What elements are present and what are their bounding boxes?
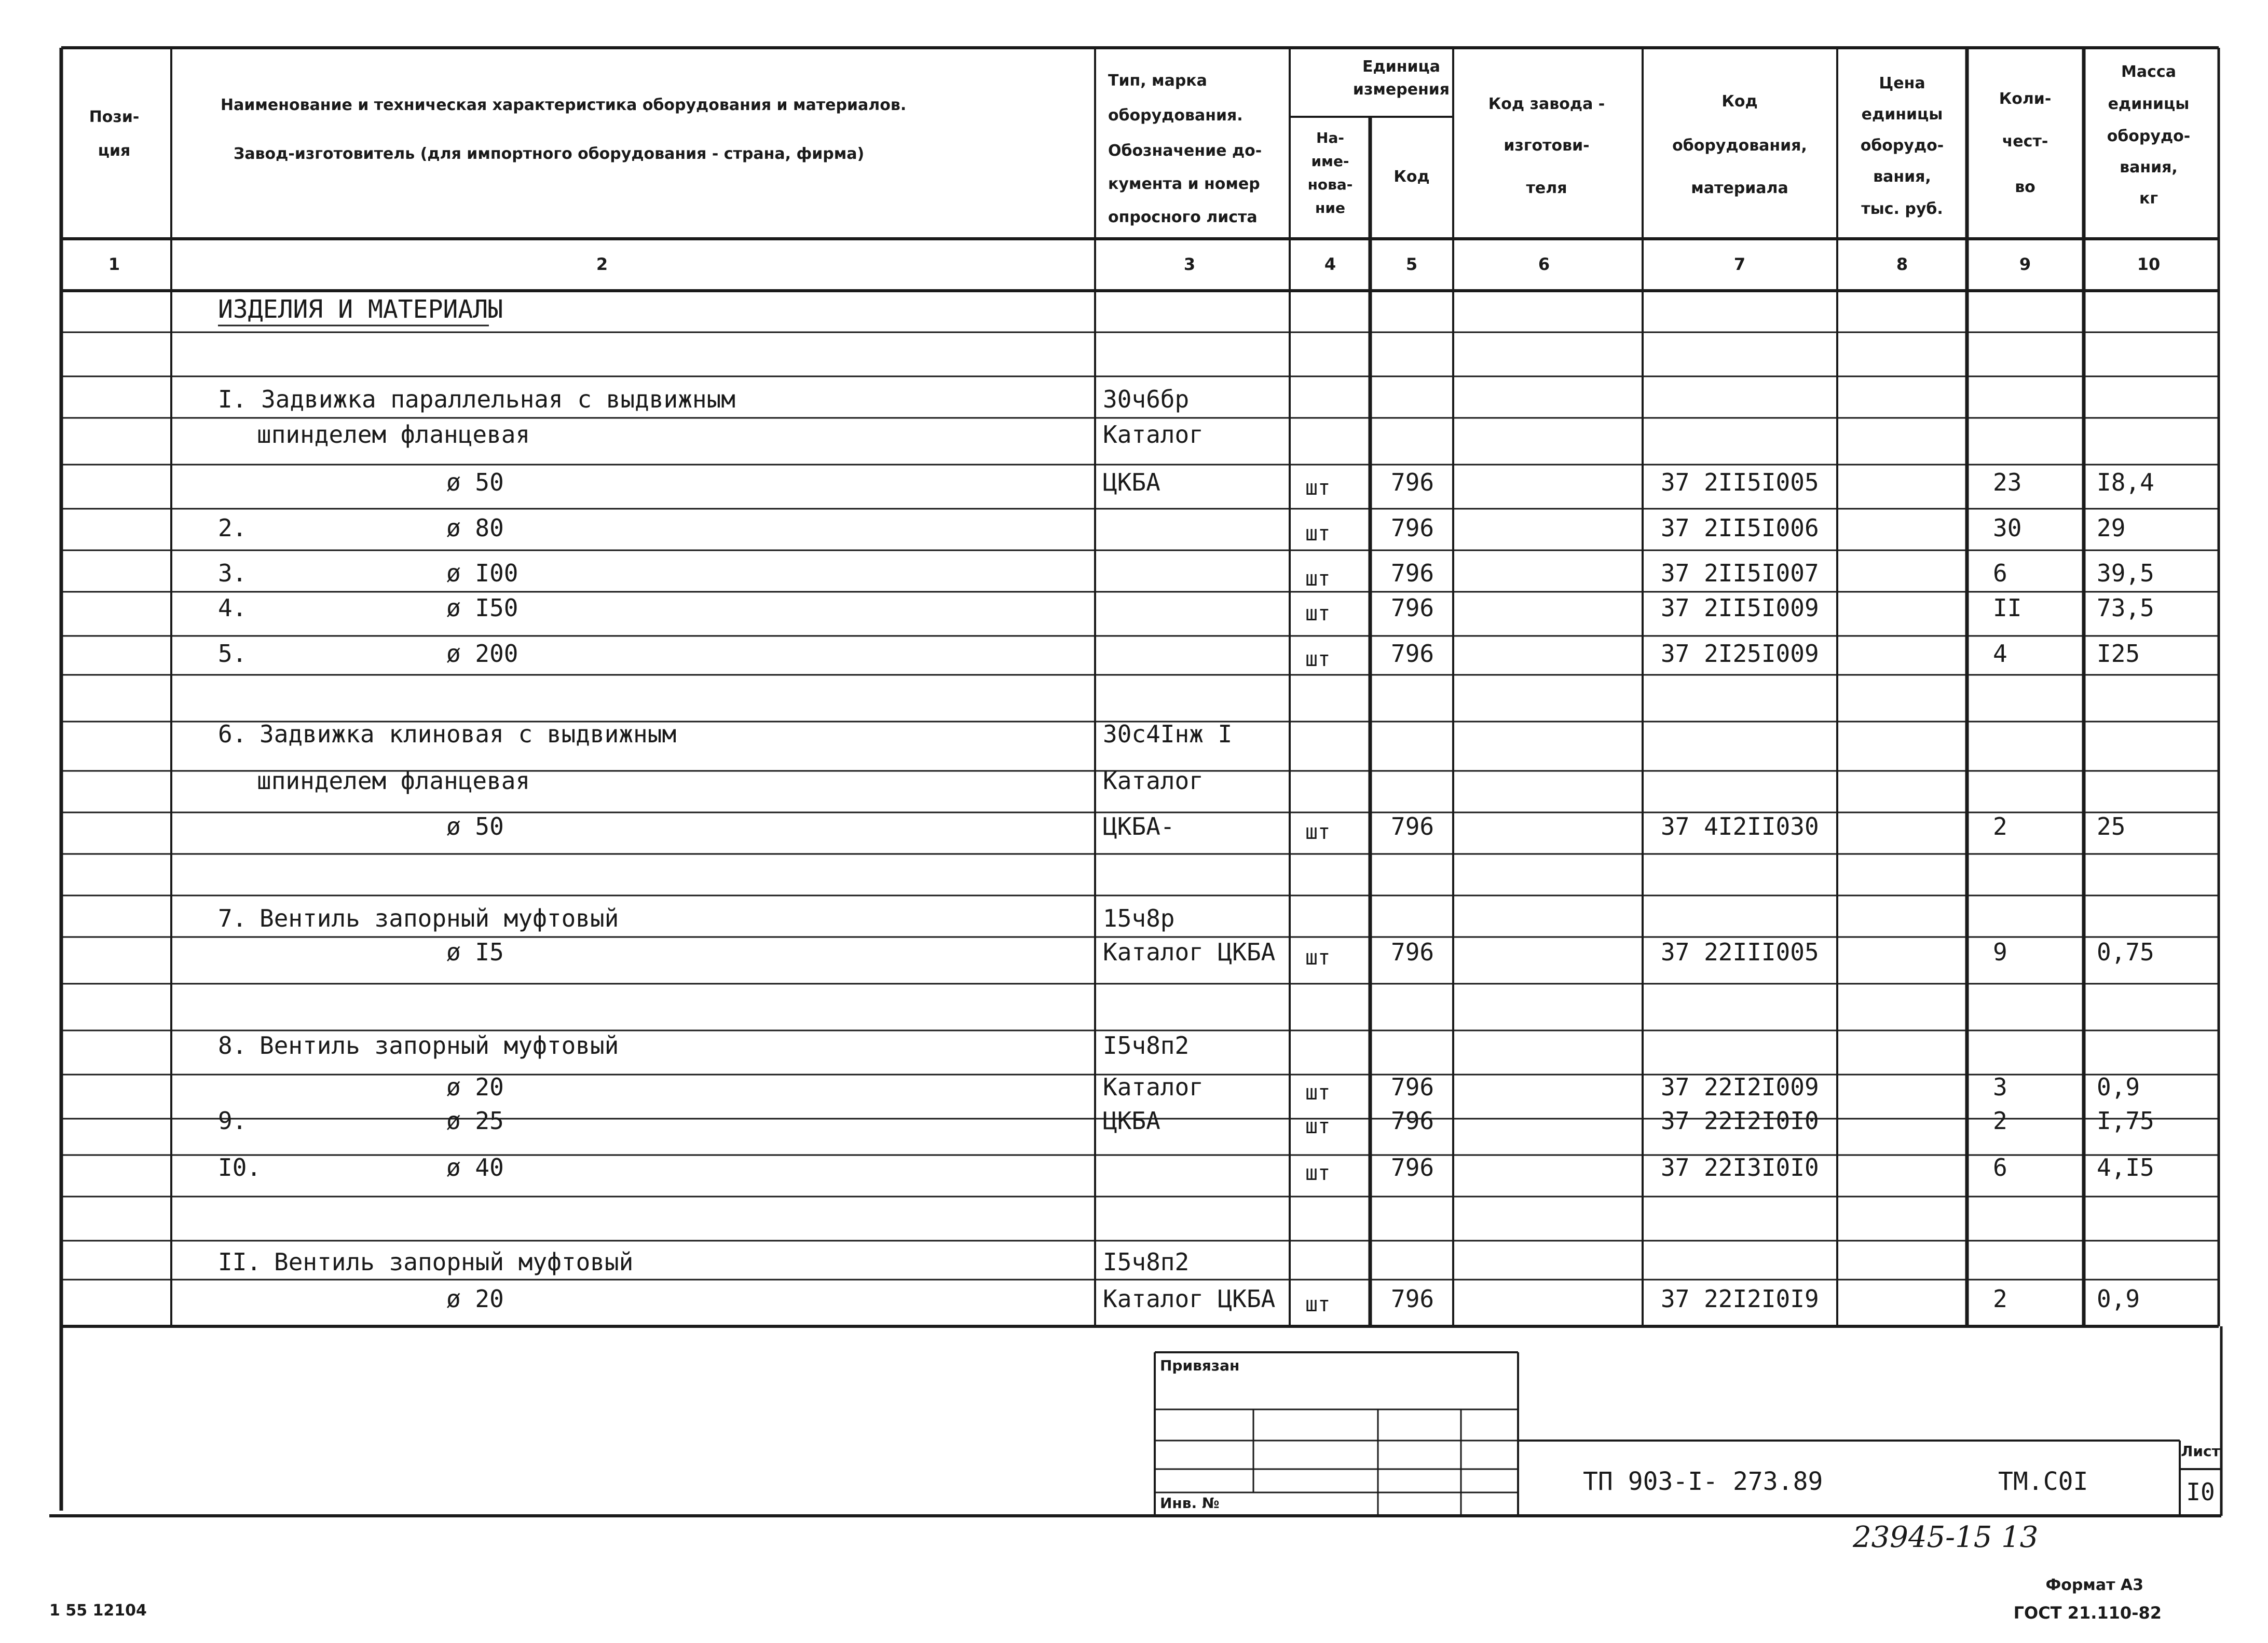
header-col9-l1: Коли-	[1999, 90, 2052, 108]
col-number: 7	[1733, 254, 1746, 274]
row-quantity: 2	[1993, 1285, 2007, 1313]
header-col3-l1: Тип, марка	[1108, 72, 1207, 90]
row-type: 15ч8р	[1103, 904, 1175, 932]
row-unit: шт	[1305, 522, 1331, 546]
document-code: ТМ.С0I	[1998, 1467, 2088, 1496]
table-row	[446, 1285, 2140, 1316]
table-row	[218, 1031, 1189, 1060]
col-number: 10	[2137, 254, 2161, 274]
header-col10-l5: кг	[2139, 189, 2158, 208]
header-col5: Код	[1393, 168, 1430, 186]
row-position: 5.	[218, 640, 247, 668]
row-quantity: 3	[1993, 1073, 2007, 1101]
row-equipment-code: 37 22I3I0I0	[1661, 1153, 1819, 1182]
row-name: ø 50	[446, 468, 504, 496]
row-equipment-code: 37 2I25I009	[1661, 640, 1819, 668]
row-mass: 73,5	[2097, 594, 2154, 622]
row-equipment-code: 37 22I2I0I0	[1661, 1107, 1819, 1135]
table-row	[446, 812, 2125, 844]
row-unit: шт	[1305, 476, 1331, 500]
row-unit: шт	[1305, 1293, 1331, 1316]
row-position: 6.	[218, 720, 247, 748]
row-name: шпинделем фланцевая	[257, 767, 530, 795]
header-col4-l4: ние	[1315, 199, 1345, 216]
row-type: Каталог ЦКБА	[1103, 938, 1276, 966]
row-name: ø 200	[446, 640, 518, 668]
section-title: ИЗДЕЛИЯ И МАТЕРИАЛЫ	[218, 295, 503, 324]
header-col45-group-l1: Единица	[1362, 58, 1440, 76]
header-col10-l4: вания,	[2120, 158, 2178, 176]
table-row	[446, 938, 2154, 970]
row-type: Каталог	[1103, 420, 1204, 449]
row-position: 3.	[218, 559, 247, 587]
header-col8-l5: тыс. руб.	[1861, 200, 1943, 218]
row-mass: 29	[2097, 514, 2126, 542]
row-position: 9.	[218, 1107, 247, 1135]
row-equipment-code: 37 22III005	[1661, 938, 1819, 966]
row-name: ø 80	[446, 514, 504, 542]
row-unit: шт	[1305, 946, 1331, 970]
table-row	[218, 559, 2154, 591]
row-position: I0.	[218, 1153, 262, 1182]
row-quantity: 9	[1993, 938, 2007, 966]
row-unit-code: 796	[1391, 640, 1434, 668]
row-equipment-code: 37 22I2I009	[1661, 1073, 1819, 1101]
row-type: Каталог	[1103, 1073, 1204, 1101]
col-number: 5	[1405, 254, 1418, 274]
table-row	[218, 640, 2140, 671]
col-number: 9	[2019, 254, 2031, 274]
stamp-inv-label: Инв. №	[1160, 1495, 1220, 1512]
row-mass: 0,9	[2097, 1285, 2140, 1313]
col-number: 3	[1183, 254, 1196, 274]
footer	[49, 1576, 2162, 1623]
row-equipment-code: 37 2II5I005	[1661, 468, 1819, 496]
table-row	[218, 1248, 1189, 1276]
row-type: 30ч6бр	[1103, 385, 1190, 413]
header-col10-l2: единицы	[2108, 95, 2190, 113]
row-name: Задвижка клиновая с выдвижным	[259, 720, 677, 748]
row-unit: шт	[1305, 1115, 1331, 1138]
row-unit: шт	[1305, 647, 1331, 671]
header-col2-l1: Наименование и техническая характеристика оборудования и материалов.	[221, 96, 907, 114]
row-type: ЦКБА	[1103, 468, 1160, 496]
row-mass: I8,4	[2097, 468, 2154, 496]
header-col8-l2: единицы	[1861, 105, 1943, 124]
sheet-label: Лист	[2181, 1443, 2220, 1460]
row-mass: 25	[2097, 812, 2126, 840]
row-quantity: II	[1993, 594, 2022, 622]
row-quantity: 2	[1993, 812, 2007, 840]
row-equipment-code: 37 2II5I009	[1661, 594, 1819, 622]
table-row	[446, 1073, 2140, 1105]
header-col10-l3: оборудо-	[2107, 127, 2191, 145]
row-name: ø 40	[446, 1153, 504, 1182]
header-col6-l2: изготови-	[1504, 137, 1590, 155]
row-position: 4.	[218, 594, 247, 622]
col-number: 1	[108, 254, 120, 274]
col-number: 4	[1324, 254, 1336, 274]
row-mass: 0,75	[2097, 938, 2154, 966]
row-name: Вентиль запорный муфтовый	[259, 1031, 619, 1060]
row-equipment-code: 37 2II5I006	[1661, 514, 1819, 542]
row-quantity: 6	[1993, 559, 2007, 587]
row-unit-code: 796	[1391, 1285, 1434, 1313]
footer-left-code: 1 55 12104	[49, 1601, 147, 1620]
row-mass: I,75	[2097, 1107, 2154, 1135]
row-equipment-code: 37 22I2I0I9	[1661, 1285, 1819, 1313]
row-mass: 4,I5	[2097, 1153, 2154, 1182]
row-position: 7.	[218, 904, 247, 932]
row-type: Каталог	[1103, 767, 1204, 795]
footer-format: Формат А3	[2045, 1576, 2143, 1594]
sheet-number: I0	[2186, 1478, 2215, 1506]
row-type: I5ч8п2	[1103, 1031, 1190, 1060]
row-name: I. Задвижка параллельная с выдвижным	[218, 385, 735, 413]
row-unit-code: 796	[1391, 468, 1434, 496]
column-numbers-row	[108, 254, 2160, 274]
table-row	[218, 904, 1174, 932]
row-mass: I25	[2097, 640, 2140, 668]
table-row	[218, 514, 2125, 546]
header-col3-l2: оборудования.	[1108, 106, 1243, 125]
row-name: ø I50	[446, 594, 518, 622]
row-unit: шт	[1305, 1161, 1331, 1185]
header-col45-group-l2: измерения	[1352, 80, 1450, 99]
row-mass: 39,5	[2097, 559, 2154, 587]
row-name: ø 25	[446, 1107, 504, 1135]
title-block	[1160, 1357, 2221, 1512]
header-col7-l3: материала	[1691, 179, 1788, 197]
header-col4-l1: На-	[1316, 129, 1344, 146]
row-unit-code: 796	[1391, 938, 1434, 966]
row-unit: шт	[1305, 820, 1331, 844]
header-col4-l3: нова-	[1307, 176, 1353, 193]
table-row	[218, 1153, 2154, 1185]
header-col3-l5: опросного листа	[1108, 208, 1258, 226]
row-type: ЦКБА	[1103, 1107, 1160, 1135]
row-type: 30с4Iнж I	[1103, 720, 1233, 748]
row-quantity: 4	[1993, 640, 2007, 668]
header-col8-l4: вания,	[1873, 168, 1931, 186]
row-mass: 0,9	[2097, 1073, 2140, 1101]
row-unit-code: 796	[1391, 1107, 1434, 1135]
header-col3-l3: Обозначение до-	[1108, 142, 1262, 160]
header-col2-l2: Завод-изготовитель (для импортного оборудования - страна, фирма)	[234, 145, 865, 163]
row-quantity: 6	[1993, 1153, 2007, 1182]
row-name: ø 50	[446, 812, 504, 840]
row-quantity: 30	[1993, 514, 2022, 542]
row-name: ø 20	[446, 1285, 504, 1313]
table-row	[218, 720, 1232, 748]
header-col1-l2: ция	[98, 142, 131, 160]
row-unit-code: 796	[1391, 514, 1434, 542]
row-name: ø I00	[446, 559, 518, 587]
row-type: ЦКБА-	[1103, 812, 1175, 840]
col-number: 6	[1538, 254, 1550, 274]
row-name: шпинделем фланцевая	[257, 420, 530, 449]
row-type: Каталог ЦКБА	[1103, 1285, 1276, 1313]
row-position: 8.	[218, 1031, 247, 1060]
row-unit-code: 796	[1391, 1073, 1434, 1101]
header-col6-l3: теля	[1526, 179, 1567, 197]
row-position: II.	[218, 1248, 262, 1276]
row-position: 2.	[218, 514, 247, 542]
table-body	[218, 385, 2154, 1316]
table-row	[446, 468, 2154, 500]
row-type: I5ч8п2	[1103, 1248, 1190, 1276]
row-equipment-code: 37 2II5I007	[1661, 559, 1819, 587]
table-row	[257, 420, 1204, 449]
table-row	[218, 594, 2154, 626]
header-col8-l1: Цена	[1879, 74, 1925, 92]
row-name: Вентиль запорный муфтовый	[259, 904, 619, 932]
header-col3-l4: кумента и номер	[1108, 175, 1260, 193]
row-quantity: 23	[1993, 468, 2022, 496]
header-col1-l1: Пози-	[89, 108, 140, 126]
footer-gost: ГОСТ 21.110-82	[2013, 1603, 2162, 1623]
header-col7-l2: оборудования,	[1672, 137, 1807, 155]
stamp-attached-label: Привязан	[1160, 1357, 1240, 1374]
header-col9-l3: во	[2015, 178, 2035, 196]
header-col10-l1: Масса	[2121, 63, 2176, 81]
header-row	[89, 58, 2191, 226]
table-row	[218, 385, 1189, 413]
handwritten-note: 23945-15 13	[1853, 1520, 2039, 1554]
row-unit-code: 796	[1391, 1153, 1434, 1182]
row-name: ø 20	[446, 1073, 504, 1101]
row-unit-code: 796	[1391, 559, 1434, 587]
row-unit: шт	[1305, 602, 1331, 626]
header-col4-l2: име-	[1311, 153, 1349, 170]
table-row	[218, 1107, 2154, 1138]
row-name: Вентиль запорный муфтовый	[274, 1248, 634, 1276]
row-equipment-code: 37 4I2II030	[1661, 812, 1819, 840]
row-unit-code: 796	[1391, 594, 1434, 622]
row-unit: шт	[1305, 1081, 1331, 1105]
col-number: 8	[1896, 254, 1908, 274]
row-unit-code: 796	[1391, 812, 1434, 840]
header-col8-l3: оборудо-	[1860, 137, 1944, 155]
col-number: 2	[596, 254, 608, 274]
row-name: ø I5	[446, 938, 504, 966]
header-col7-l1: Код	[1722, 92, 1758, 111]
row-unit: шт	[1305, 567, 1331, 591]
project-code: ТП 903-I- 273.89	[1583, 1467, 1823, 1496]
header-col9-l2: чест-	[2002, 132, 2048, 151]
row-quantity: 2	[1993, 1107, 2007, 1135]
header-col6-l1: Код завода -	[1488, 95, 1605, 113]
